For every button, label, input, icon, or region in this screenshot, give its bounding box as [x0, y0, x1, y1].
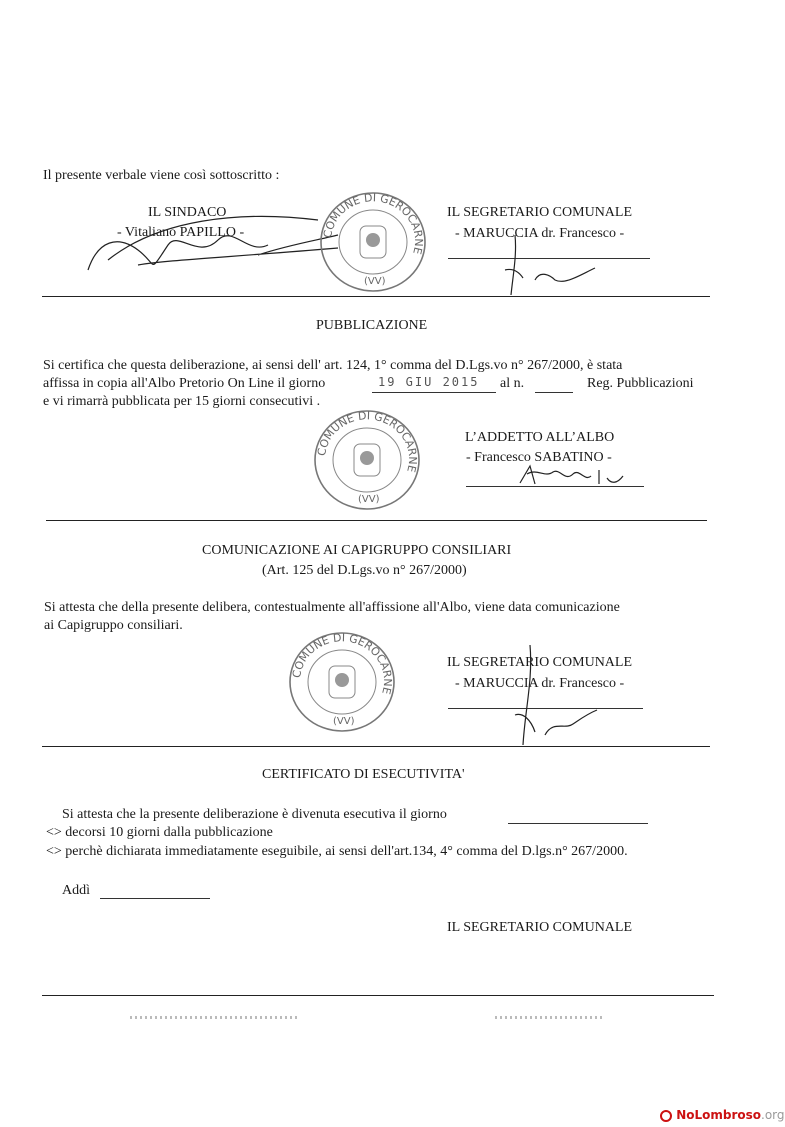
pubblicazione-line-1: Si certifica che questa deliberazione, ai sensi dell' art. 124, 1° comma del D.Lgs.vo n° 267/2000, è stata [43, 358, 623, 373]
municipal-stamp-icon [312, 408, 422, 512]
watermark [660, 1108, 785, 1122]
addetto-name: - Francesco SABATINO - [466, 450, 612, 465]
segretario-title-2: IL SEGRETARIO COMUNALE [447, 655, 633, 670]
municipal-stamp-icon [318, 190, 428, 294]
segretario-title-3: IL SEGRETARIO COMUNALE [447, 920, 633, 935]
segretario-name-2: - MARUCCIA dr. Francesco - [455, 676, 625, 691]
sindaco-title: IL SINDACO [148, 205, 227, 220]
pubblicazione-line-2c: Reg. Pubblicazioni [587, 376, 694, 391]
pubblicazione-heading: PUBBLICAZIONE [316, 318, 428, 333]
sindaco-signature [78, 200, 348, 280]
svg-text:(VV): (VV) [358, 494, 380, 505]
scan-noise [130, 1016, 300, 1019]
comunicazione-line-1: Si attesta che della presente delibera, contestualmente all'affissione all'Albo, viene data comunicazione [44, 600, 620, 615]
watermark-tld: .org [761, 1108, 785, 1122]
comunicazione-subheading: (Art. 125 del D.Lgs.vo n° 267/2000) [262, 563, 467, 578]
svg-text:COMUNE DI GEROCARNE: COMUNE DI GEROCARNE [321, 191, 426, 256]
certificato-option-2: <> perchè dichiarata immediatamente eseguibile, ai sensi dell'art.134, 4° comma del D.lgs.n° 267/2000. [46, 844, 628, 859]
divider-4 [42, 995, 714, 996]
date-underline [372, 392, 496, 393]
svg-text:(VV): (VV) [333, 716, 355, 727]
pubblicazione-line-3: e vi rimarrà pubblicata per 15 giorni consecutivi . [43, 394, 321, 409]
segretario-signature-1 [495, 230, 605, 300]
publication-date-stamp: 19 GIU 2015 [378, 375, 480, 389]
reg-number-underline [535, 392, 573, 393]
addetto-title: L’ADDETTO ALL’ALBO [465, 430, 615, 445]
comunicazione-line-2: ai Capigruppo consiliari. [44, 618, 183, 633]
municipal-stamp-icon [287, 630, 397, 734]
addi-label: Addì [62, 883, 90, 898]
divider-3 [42, 746, 710, 747]
no-sign-icon [660, 1110, 672, 1122]
comunicazione-heading: COMUNICAZIONE AI CAPIGRUPPO CONSILIARI [202, 543, 512, 558]
addi-date-line [100, 898, 210, 899]
svg-text:COMUNE DI GEROCARNE: COMUNE DI GEROCARNE [290, 631, 395, 696]
segretario-title-1: IL SEGRETARIO COMUNALE [447, 205, 633, 220]
sindaco-name: - Vitaliano PAPILLO - [117, 225, 245, 240]
divider-1 [42, 296, 710, 297]
svg-text:COMUNE DI GEROCARNE: COMUNE DI GEROCARNE [315, 409, 420, 474]
scan-noise [495, 1016, 605, 1019]
segretario-name-1: - MARUCCIA dr. Francesco - [455, 226, 625, 241]
intro-text: Il presente verbale viene così sottoscritto : [43, 168, 280, 183]
addetto-signature [515, 458, 635, 492]
esecutiva-date-line [508, 823, 648, 824]
watermark-brand: NoLombroso [676, 1108, 762, 1122]
certificato-option-1: <> decorsi 10 giorni dalla pubblicazione [46, 825, 273, 840]
divider-2 [46, 520, 707, 521]
svg-text:(VV): (VV) [364, 276, 386, 287]
pubblicazione-line-2b: al n. [500, 376, 525, 391]
pubblicazione-line-2a: affissa in copia all'Albo Pretorio On Line il giorno [43, 376, 326, 391]
certificato-heading: CERTIFICATO DI ESECUTIVITA' [262, 767, 465, 782]
segretario-signature-2 [505, 640, 605, 750]
certificato-line-1: Si attesta che la presente deliberazione è divenuta esecutiva il giorno [62, 807, 447, 822]
